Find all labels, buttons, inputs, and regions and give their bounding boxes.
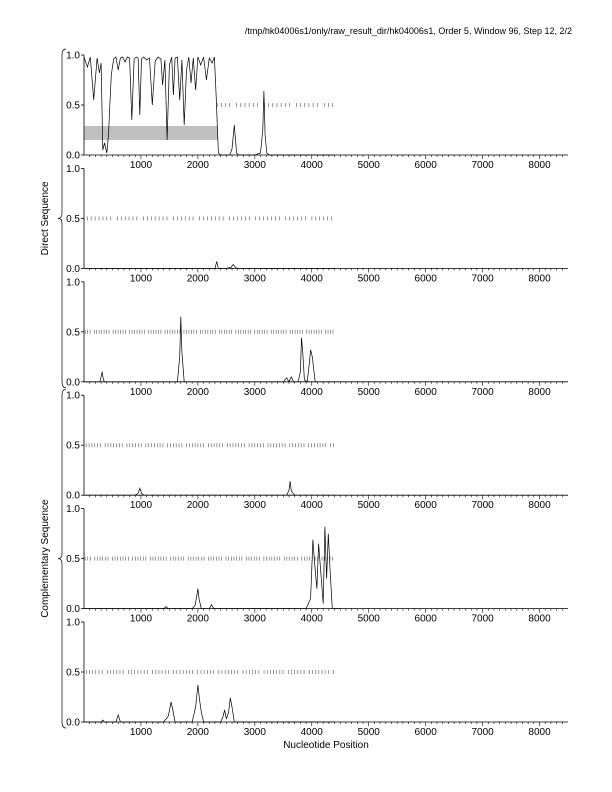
x-tick-label: 4000 xyxy=(300,613,323,625)
x-tick-label: 3000 xyxy=(243,500,266,512)
y-tick-label: 0.5 xyxy=(66,667,80,679)
y-tick-label: 1.0 xyxy=(66,50,80,62)
x-tick-label: 5000 xyxy=(357,613,380,625)
x-tick-label: 2000 xyxy=(186,273,210,285)
x-tick-label: 6000 xyxy=(414,613,437,625)
x-tick-label: 5000 xyxy=(357,386,380,398)
y-tick-label: 1.0 xyxy=(66,504,80,516)
x-tick-label: 7000 xyxy=(471,613,494,625)
x-tick-label: 8000 xyxy=(528,386,551,398)
series-line xyxy=(84,685,335,722)
page-title: /tmp/hk04006s1/only/raw_result_dir/hk04006s1, Order 5, Window 96, Step 12, 2/2 xyxy=(244,26,572,36)
x-tick-label: 3000 xyxy=(243,386,266,398)
x-axis-label: Nucleotide Position xyxy=(283,740,369,751)
x-tick-label: 8000 xyxy=(528,500,551,512)
series-line xyxy=(84,57,335,155)
x-tick-label: 2000 xyxy=(186,727,210,738)
x-tick-label: 4000 xyxy=(300,273,323,285)
x-tick-label: 4000 xyxy=(300,500,323,512)
x-tick-label: 2000 xyxy=(186,160,210,171)
x-tick-label: 6000 xyxy=(414,273,437,285)
y-tick-label: 1.0 xyxy=(66,390,80,402)
y-tick-label: 0.5 xyxy=(66,440,80,452)
highlight-box xyxy=(84,126,218,140)
x-tick-label: 8000 xyxy=(528,273,551,285)
series-line xyxy=(84,527,340,609)
direct-sequence-label: Direct Sequence xyxy=(40,181,51,256)
y-tick-label: 0.5 xyxy=(66,554,80,566)
x-tick-label: 7000 xyxy=(471,160,494,171)
chart-panel-5 xyxy=(66,504,568,625)
x-tick-label: 1000 xyxy=(129,160,153,171)
x-tick-label: 4000 xyxy=(300,160,323,171)
y-tick-label: 0.0 xyxy=(66,604,80,616)
chart-panel-6 xyxy=(66,618,568,739)
complementary-sequence-group xyxy=(40,389,66,728)
direct-sequence-brace xyxy=(58,49,66,388)
x-tick-label: 8000 xyxy=(528,160,551,171)
x-tick-label: 8000 xyxy=(528,613,551,625)
y-tick-label: 1.0 xyxy=(66,277,80,289)
x-tick-label: 4000 xyxy=(300,727,323,738)
x-tick-label: 1000 xyxy=(129,273,153,285)
y-tick-label: 0.0 xyxy=(66,150,80,162)
x-tick-label: 1000 xyxy=(129,386,153,398)
x-tick-label: 6000 xyxy=(414,160,437,171)
x-tick-label: 8000 xyxy=(528,727,551,738)
x-tick-label: 2000 xyxy=(186,613,210,625)
series-line xyxy=(84,481,335,495)
x-tick-label: 7000 xyxy=(471,386,494,398)
x-tick-label: 3000 xyxy=(243,613,266,625)
y-tick-label: 0.0 xyxy=(66,263,80,275)
x-tick-label: 1000 xyxy=(129,727,153,738)
chart-panel-4 xyxy=(66,391,568,512)
x-tick-label: 4000 xyxy=(300,386,323,398)
y-tick-label: 1.0 xyxy=(66,163,80,175)
y-tick-label: 0.0 xyxy=(66,377,80,389)
series-line xyxy=(84,317,335,382)
x-tick-label: 2000 xyxy=(186,386,210,398)
x-tick-label: 7000 xyxy=(471,273,494,285)
x-tick-label: 5000 xyxy=(357,500,380,512)
x-tick-label: 1000 xyxy=(129,500,153,512)
x-tick-label: 3000 xyxy=(243,160,266,171)
y-tick-label: 0.0 xyxy=(66,717,80,729)
x-tick-label: 1000 xyxy=(129,613,153,625)
complementary-sequence-label: Complementary Sequence xyxy=(40,499,51,618)
x-tick-label: 7000 xyxy=(471,500,494,512)
x-tick-label: 3000 xyxy=(243,273,266,285)
y-tick-label: 0.5 xyxy=(66,100,80,112)
y-tick-label: 0.5 xyxy=(66,213,80,225)
x-tick-label: 3000 xyxy=(243,727,266,738)
x-tick-label: 5000 xyxy=(357,727,380,738)
y-tick-label: 0.5 xyxy=(66,327,80,339)
x-tick-label: 6000 xyxy=(414,500,437,512)
x-tick-label: 5000 xyxy=(357,273,380,285)
chart-panel-2 xyxy=(66,164,568,285)
x-tick-label: 5000 xyxy=(357,160,380,171)
x-tick-label: 2000 xyxy=(186,500,210,512)
x-tick-label: 7000 xyxy=(471,727,494,738)
series-line xyxy=(84,261,335,268)
y-tick-label: 0.0 xyxy=(66,490,80,502)
x-tick-label: 6000 xyxy=(414,386,437,398)
x-tick-label: 6000 xyxy=(414,727,437,738)
direct-sequence-group xyxy=(40,49,66,388)
y-tick-label: 1.0 xyxy=(66,617,80,629)
complementary-sequence-brace xyxy=(58,389,66,728)
chart-panel-1 xyxy=(66,51,568,172)
chart-panel-3 xyxy=(66,277,568,398)
